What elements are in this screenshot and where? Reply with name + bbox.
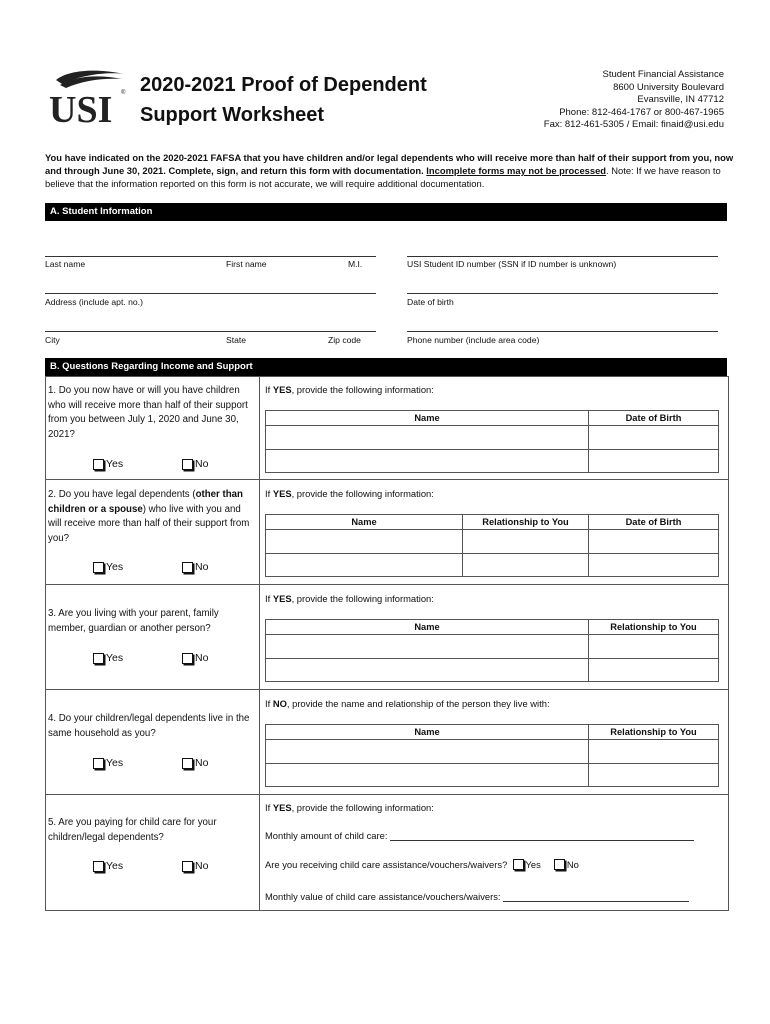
- q3-yes-option[interactable]: Yes: [93, 652, 123, 664]
- row-divider: [45, 479, 729, 480]
- table-cell[interactable]: [589, 530, 719, 554]
- column-divider: [259, 376, 260, 911]
- question-2-text: 2. Do you have legal dependents (other than children or a spouse) who live with you and will receive more than half of their support from you?: [48, 489, 250, 544]
- assistance-no-label: No: [566, 859, 579, 870]
- checkbox-icon[interactable]: [93, 653, 104, 664]
- dob-label: Date of birth: [407, 297, 454, 307]
- checkbox-icon[interactable]: [182, 562, 193, 573]
- table-cell[interactable]: [589, 659, 719, 682]
- usi-logo: [48, 66, 128, 128]
- q4-prompt: If NO, provide the name and relationship of the person they live with:: [265, 698, 550, 709]
- q2-yes-option[interactable]: Yes: [93, 561, 123, 573]
- phone-field-line[interactable]: [407, 331, 718, 332]
- checkbox-icon[interactable]: [182, 459, 193, 470]
- office-contact: Student Financial Assistance 8600 University Boulevard Evansville, IN 47712 Phone: 812-464-1767 or 800-467-1965 Fax: 812-461-5305 / Email: finaid@usi.edu: [543, 69, 724, 131]
- section-a-heading: A. Student Information: [45, 203, 727, 221]
- monthly-child-care-field[interactable]: [390, 840, 694, 841]
- question-3-text: 3. Are you living with your parent, family member, guardian or another person?: [48, 608, 219, 634]
- checkbox-icon[interactable]: [93, 861, 104, 872]
- table-cell[interactable]: [463, 530, 589, 554]
- q1-table: [265, 410, 719, 473]
- table-cell[interactable]: [589, 554, 719, 577]
- column-header: Date of Birth: [589, 411, 719, 426]
- city-label: City: [45, 335, 60, 345]
- checkbox-icon[interactable]: [182, 861, 193, 872]
- row-divider: [45, 794, 729, 795]
- column-header: Name: [266, 620, 589, 635]
- q4-yes-option[interactable]: Yes: [93, 757, 123, 769]
- svg-text:USI: USI: [49, 89, 113, 128]
- column-header: Name: [266, 515, 463, 530]
- monthly-child-care-row: Monthly amount of child care:: [265, 830, 694, 841]
- q3-prompt: If YES, provide the following information:: [265, 593, 434, 604]
- q1-prompt: If YES, provide the following information:: [265, 384, 434, 395]
- q5-prompt: If YES, provide the following information:: [265, 802, 434, 813]
- table-cell[interactable]: [589, 450, 719, 473]
- name-field-line[interactable]: [45, 256, 376, 257]
- column-header: Name: [266, 725, 589, 740]
- checkbox-icon[interactable]: [182, 758, 193, 769]
- first-name-label: First name: [226, 259, 267, 269]
- row-divider: [45, 584, 729, 585]
- page-title: 2020-2021 Proof of Dependent Support Worksheet: [140, 74, 427, 126]
- q2-no-option[interactable]: No: [182, 561, 208, 573]
- table-cell[interactable]: [266, 635, 589, 659]
- svg-text:®: ®: [121, 90, 126, 96]
- table-cell[interactable]: [266, 450, 589, 473]
- assistance-value-field[interactable]: [503, 901, 689, 902]
- address-field-line[interactable]: [45, 293, 376, 294]
- checkbox-icon[interactable]: [93, 758, 104, 769]
- assistance-row: Are you receiving child care assistance/vouchers/waivers? Yes No: [265, 859, 579, 870]
- checkbox-icon[interactable]: [182, 653, 193, 664]
- checkbox-icon[interactable]: [93, 459, 104, 470]
- state-label: State: [226, 335, 247, 345]
- question-5-text: 5. Are you paying for child care for your children/legal dependents?: [48, 817, 217, 843]
- zip-label: Zip code: [328, 335, 361, 345]
- table-cell[interactable]: [463, 554, 589, 577]
- table-cell[interactable]: [266, 530, 463, 554]
- q2-table: [265, 514, 719, 577]
- table-cell[interactable]: [266, 764, 589, 787]
- column-header: Date of Birth: [589, 515, 719, 530]
- q5-no-option[interactable]: No: [182, 860, 208, 872]
- dob-field-line[interactable]: [407, 293, 718, 294]
- table-cell[interactable]: [589, 426, 719, 450]
- checkbox-icon[interactable]: [93, 562, 104, 573]
- q4-no-option[interactable]: No: [182, 757, 208, 769]
- student-id-label: USI Student ID number (SSN if ID number is unknown): [407, 259, 617, 269]
- last-name-label: Last name: [45, 259, 86, 269]
- q3-table: [265, 619, 719, 682]
- table-cell[interactable]: [266, 426, 589, 450]
- assistance-yes-label: Yes: [525, 859, 541, 870]
- column-header: Relationship to You: [589, 725, 719, 740]
- table-cell[interactable]: [589, 764, 719, 787]
- question-1-text: 1. Do you now have or will you have children who will receive more than half of their support from you between July 1, 2020 and June 30, 2021?: [48, 385, 248, 440]
- checkbox-icon[interactable]: [513, 859, 524, 870]
- table-cell[interactable]: [266, 659, 589, 682]
- column-header: Relationship to You: [589, 620, 719, 635]
- student-id-field-line[interactable]: [407, 256, 718, 257]
- row-divider: [45, 689, 729, 690]
- q5-yes-option[interactable]: Yes: [93, 860, 123, 872]
- table-cell[interactable]: [589, 635, 719, 659]
- address-label: Address (include apt. no.): [45, 297, 143, 307]
- assistance-value-row: Monthly value of child care assistance/vouchers/waivers:: [265, 891, 689, 902]
- mi-label: M.I.: [348, 259, 363, 269]
- table-cell[interactable]: [266, 740, 589, 764]
- intro-paragraph: You have indicated on the 2020-2021 FAFSA that you have children and/or legal dependents who will receive more than half of their support from you, now and through June 30, 2021. Complete, sign, and return this form with documentation. Incomplete forms may not be processed. Note: If we have reason to believe that the information reported on this form is not accurate, we will require additional documentation.: [45, 152, 734, 189]
- q1-no-option[interactable]: No: [182, 458, 208, 470]
- q1-yes-option[interactable]: Yes: [93, 458, 123, 470]
- section-b-heading: B. Questions Regarding Income and Support: [45, 358, 727, 376]
- column-header: Name: [266, 411, 589, 426]
- q3-no-option[interactable]: No: [182, 652, 208, 664]
- question-4-text: 4. Do your children/legal dependents live in the same household as you?: [48, 713, 250, 739]
- phone-label: Phone number (include area code): [407, 335, 540, 345]
- column-header: Relationship to You: [463, 515, 589, 530]
- checkbox-icon[interactable]: [554, 859, 565, 870]
- table-cell[interactable]: [589, 740, 719, 764]
- table-cell[interactable]: [266, 554, 463, 577]
- q2-prompt: If YES, provide the following information:: [265, 488, 434, 499]
- city-field-line[interactable]: [45, 331, 376, 332]
- q4-table: [265, 724, 719, 787]
